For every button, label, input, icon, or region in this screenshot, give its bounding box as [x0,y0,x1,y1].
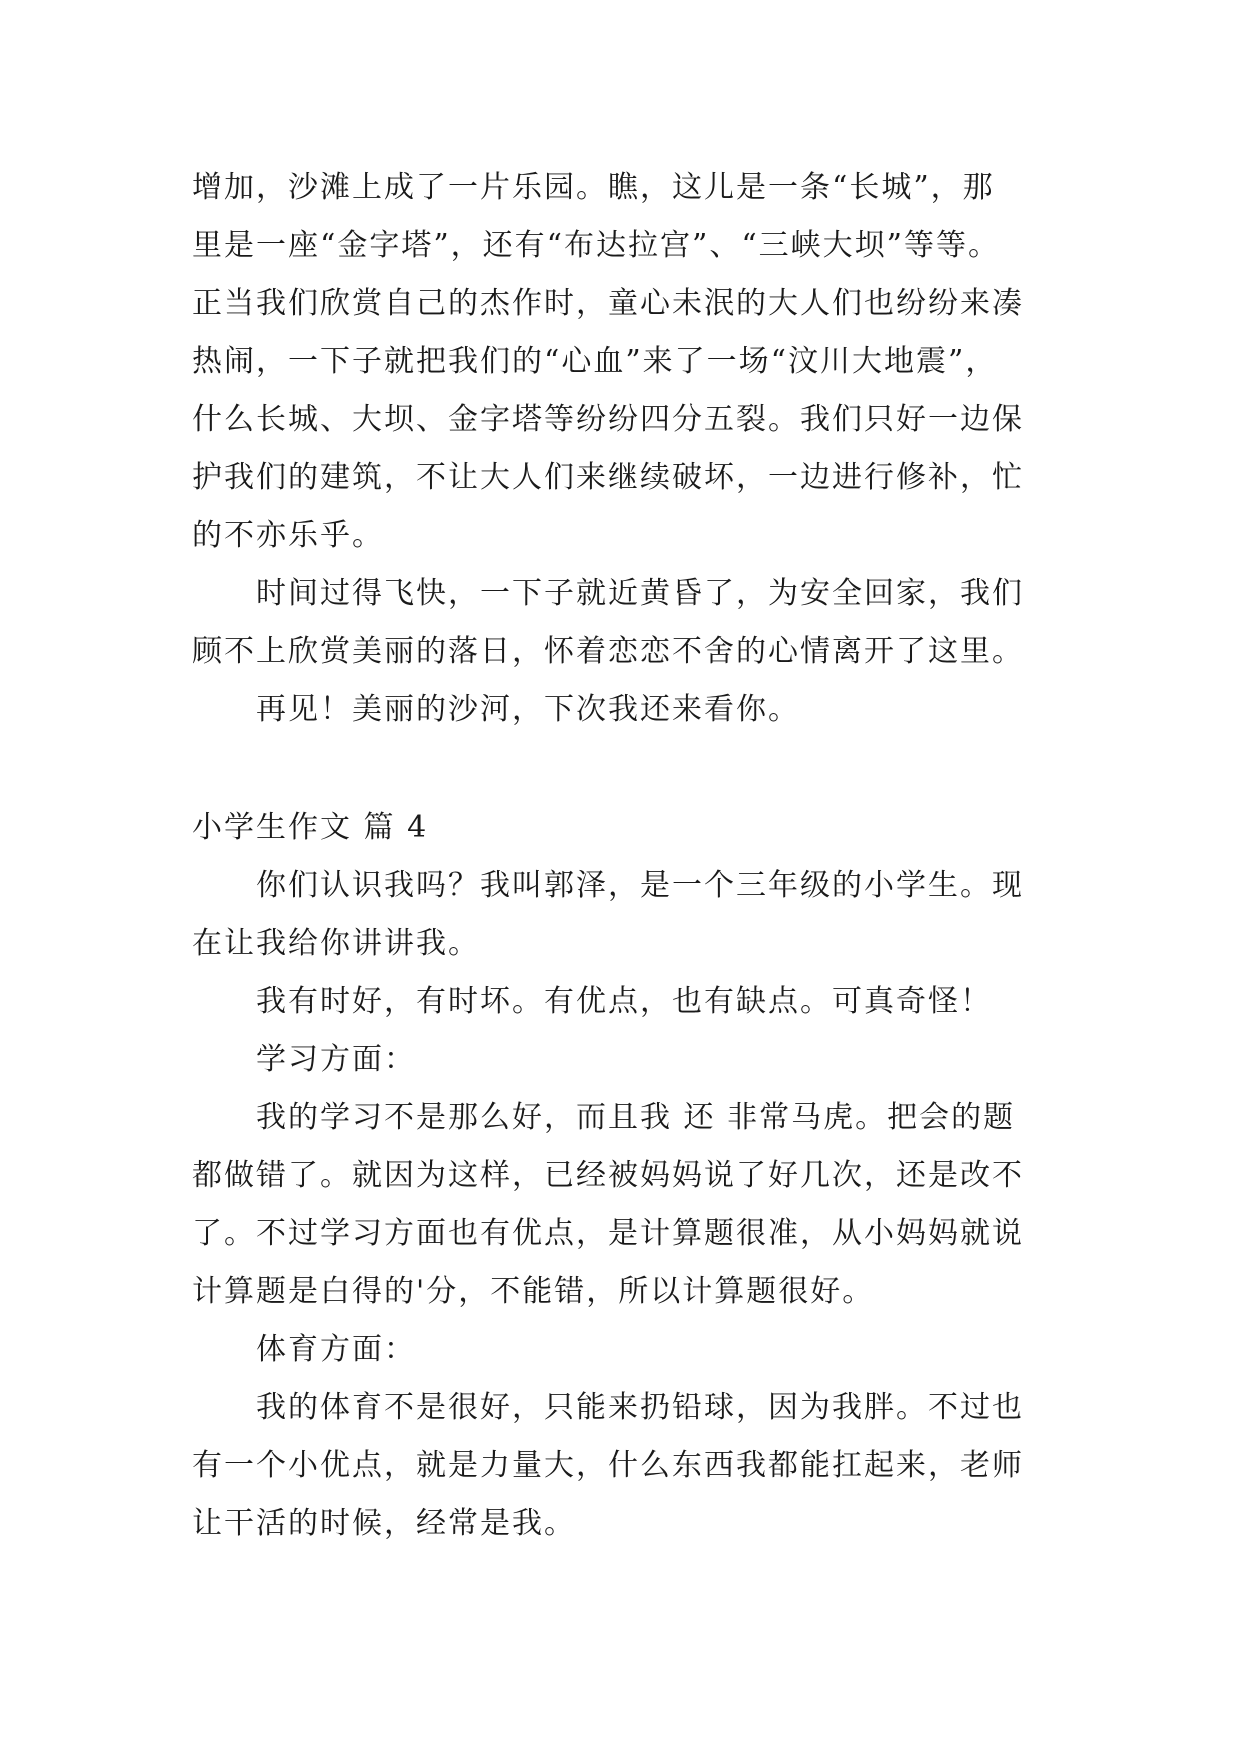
text-line: 什么长城、大坝、金字塔等纷纷四分五裂。我们只好一边保 [192,402,1024,437]
text-line: 学习方面： [256,1042,416,1077]
text-line: 热闹，一下子就把我们的“心血”来了一场“汶川大地震”， [192,344,998,379]
text-line: 我有时好，有时坏。有优点，也有缺点。可真奇怪！ [256,984,992,1019]
section-heading: 小学生作文 篇 4 [192,810,429,845]
text-line: 再见！美丽的沙河，下次我还来看你。 [256,692,800,727]
text-line: 让干活的时候，经常是我。 [192,1506,576,1541]
text-line: 的不亦乐乎。 [192,518,384,553]
text-line: 体育方面： [256,1332,416,1367]
text-line: 我的学习不是那么好，而且我 还 非常马虎。把会的题 [256,1100,1016,1135]
text-line: 你们认识我吗？我叫郭泽，是一个三年级的小学生。现 [256,868,1024,903]
text-line: 了。不过学习方面也有优点，是计算题很准，从小妈妈就说 [192,1216,1024,1251]
text-line: 有一个小优点，就是力量大，什么东西我都能扛起来，老师 [192,1448,1024,1483]
text-line: 我的体育不是很好，只能来扔铅球，因为我胖。不过也 [256,1390,1024,1425]
text-line: 计算题是白得的'分，不能错，所以计算题很好。 [192,1274,875,1309]
text-line: 时间过得飞快，一下子就近黄昏了，为安全回家，我们 [256,576,1024,611]
text-line: 正当我们欣赏自己的杰作时，童心未泯的大人们也纷纷来凑 [192,286,1024,321]
text-line: 护我们的建筑，不让大人们来继续破坏，一边进行修补，忙 [192,460,1024,495]
text-line: 增加，沙滩上成了一片乐园。瞧，这儿是一条“长城”，那 [192,170,995,205]
text-line: 都做错了。就因为这样，已经被妈妈说了好几次，还是改不 [192,1158,1024,1193]
text-line: 顾不上欣赏美丽的落日，怀着恋恋不舍的心情离开了这里。 [192,634,1024,669]
text-line: 在让我给你讲讲我。 [192,926,480,961]
text-line: 里是一座“金字塔”，还有“布达拉宫”、“三峡大坝”等等。 [192,228,1001,263]
